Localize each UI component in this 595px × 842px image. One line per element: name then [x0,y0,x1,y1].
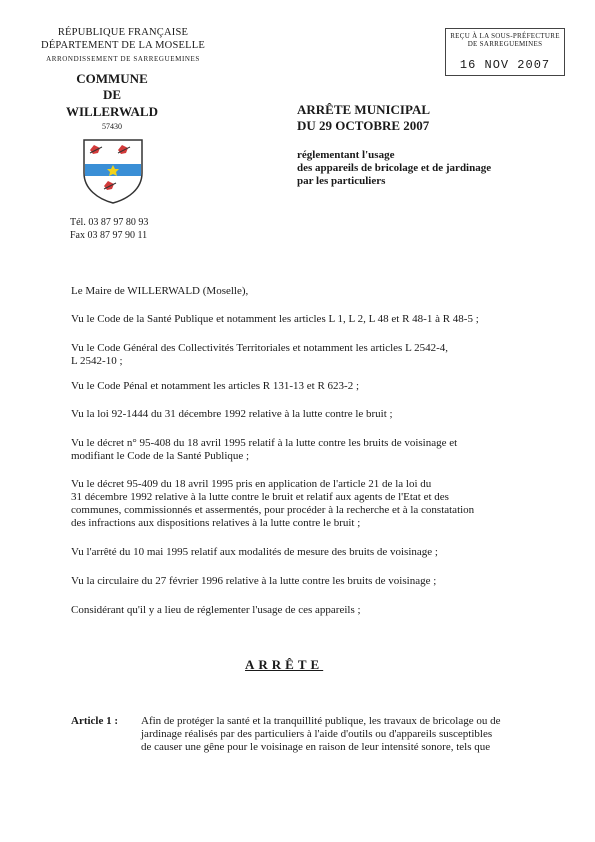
paragraph-circulaire-1996: Vu la circulaire du 27 février 1996 relative à la lutte contre les bruits de voisinage ; [71,575,437,587]
arrete-heading: ARRÊTE [245,657,324,672]
postal-code: 57430 [102,122,122,131]
paragraph-considerant: Considérant qu'il y a lieu de réglementer l'usage de ces appareils ; [71,604,361,616]
article-1-line1: Afin de protéger la santé et la tranquillité publique, les travaux de bricolage ou de [141,715,501,727]
paragraph-decret-409-line4: des infractions aux dispositions relatives à la lutte contre le bruit ; [71,517,361,529]
paragraph-decret-408-line2: modifiant le Code de la Santé Publique ; [71,450,250,462]
commune-label: COMMUNE [76,71,148,86]
header-republique: RÉPUBLIQUE FRANÇAISE [57,27,189,38]
subtitle-line2: des appareils de bricolage et de jardinage [297,162,492,174]
paragraph-sante-publique: Vu le Code de la Santé Publique et notamment les articles L 1, L 2, L 48 et R 48-1 à R 48-5 ; [71,313,479,325]
paragraph-maire: Le Maire de WILLERWALD (Moselle), [71,285,249,297]
stamp-date: 16 NOV 2007 [459,58,551,72]
paragraph-loi-1992: Vu la loi 92-1444 du 31 décembre 1992 relative à la lutte contre le bruit ; [71,408,393,420]
paragraph-arrete-1995: Vu l'arrêté du 10 mai 1995 relatif aux modalités de mesure des bruits de voisinage ; [71,546,438,558]
coat-of-arms-logo [80,137,146,205]
reception-stamp [445,28,565,76]
paragraph-cgct-line1: Vu le Code Général des Collectivités Territoriales et notamment les articles L 2542-4, [71,342,449,354]
commune-name: WILLERWALD [65,104,158,119]
header-departement: DÉPARTEMENT DE LA MOSELLE [41,40,205,51]
commune-de: DE [102,87,122,102]
paragraph-decret-409-line1: Vu le décret 95-409 du 18 avril 1995 pris en application de l'article 21 de la loi du [71,478,432,490]
paragraph-code-penal: Vu le Code Pénal et notamment les articles R 131-13 et R 623-2 ; [71,380,360,392]
stamp-line2: DE SARREGUEMINES [467,40,543,48]
paragraph-decret-409-line3: communes, commissionnés et assermentés, pour procéder à la recherche et à la constatation [71,504,475,516]
article-1-label: Article 1 : [71,715,119,727]
subtitle-line1: réglementant l'usage [297,149,395,161]
article-1-line2: jardinage réalisés par des particuliers à l'aide d'outils ou d'appareils susceptibles [141,728,493,740]
fax-number: Fax 03 87 97 90 11 [70,230,148,241]
article-1-line3: de causer une gêne pour le voisinage en raison de leur intensité sonore, tels que [141,741,491,753]
phone-number: Tél. 03 87 97 80 93 [70,217,149,228]
document-title: ARRÊTE MUNICIPAL [297,102,431,117]
subtitle-line3: par les particuliers [297,175,386,187]
paragraph-decret-408-line1: Vu le décret n° 95-408 du 18 avril 1995 relatif à la lutte contre les bruits de voisinage et [71,437,458,449]
document-date: DU 29 OCTOBRE 2007 [297,118,430,133]
header-arrondissement: ARRONDISSEMENT DE SARREGUEMINES [46,55,200,63]
stamp-line1: REÇU À LA SOUS-PRÉFECTURE [450,32,560,40]
paragraph-decret-409-line2: 31 décembre 1992 relative à la lutte contre le bruit et relatif aux agents de l'Etat et des [71,491,449,503]
paragraph-cgct-line2: L 2542-10 ; [71,355,123,367]
